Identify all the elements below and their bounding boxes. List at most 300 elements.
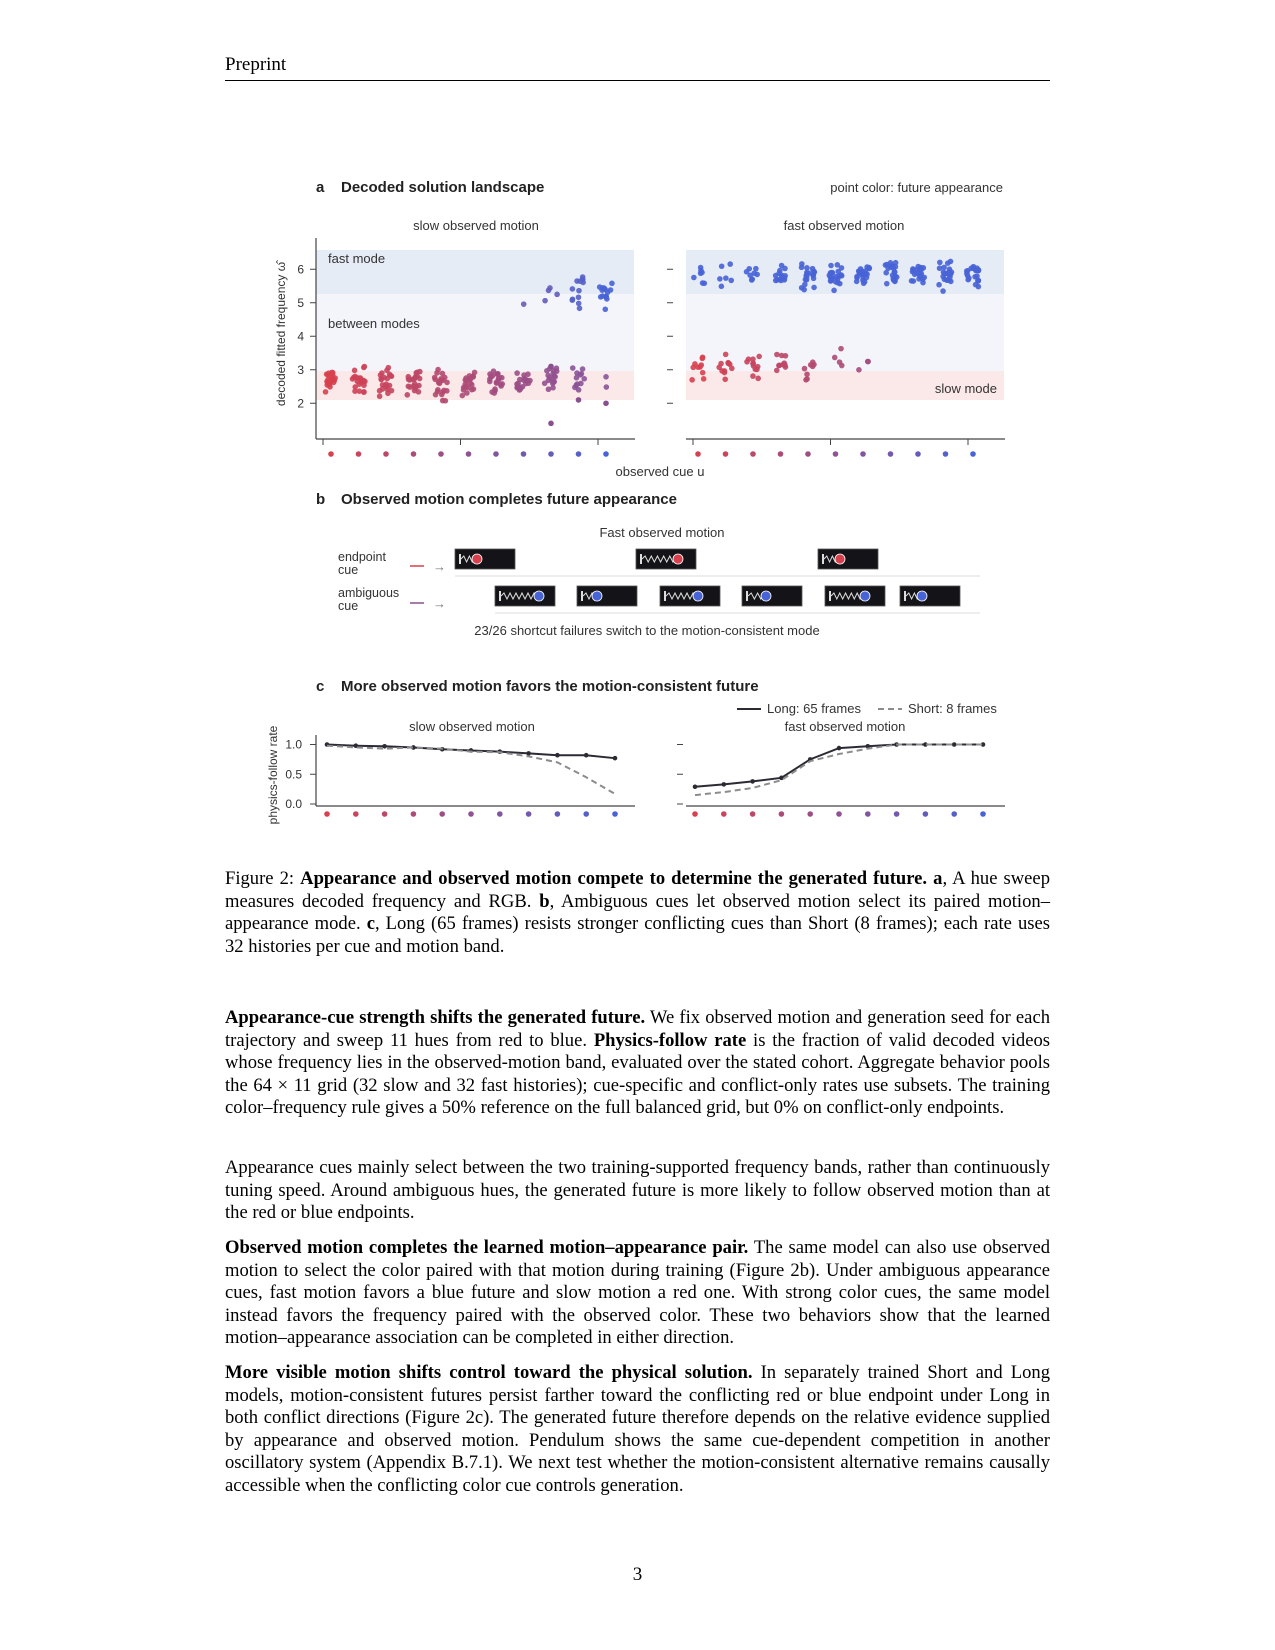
cue-color-dot [497, 811, 503, 817]
scatter-point [689, 377, 695, 383]
panel-a-ytick-label: 2 [297, 396, 304, 411]
cue-color-dot [951, 811, 957, 817]
series-long-point [750, 779, 755, 784]
scatter-point [577, 278, 583, 284]
band-slow-label: slow mode [934, 381, 997, 396]
scatter-point [948, 271, 954, 277]
cue-color-dot [894, 811, 900, 817]
p4-heading: More visible motion shifts control toward the physical solution. [225, 1362, 753, 1383]
scatter-point [727, 261, 733, 267]
frame-ball [534, 591, 544, 601]
scatter-point [404, 392, 410, 398]
cue-color-dot [555, 811, 561, 817]
cue-color-dot [526, 811, 532, 817]
cue-color-dot [382, 811, 388, 817]
frame-ball [860, 591, 870, 601]
scatter-point [856, 269, 862, 275]
cue-color-dot [493, 451, 499, 457]
cue-color-dot [692, 811, 698, 817]
scatter-point [700, 370, 706, 376]
scatter-point [804, 371, 810, 377]
caption-a-text: , A hue sweep measures decoded frequency and RGB. [225, 868, 1050, 912]
cue-color-dot [548, 451, 554, 457]
scatter-point [890, 272, 896, 278]
scatter-point [833, 279, 839, 285]
scatter-point [574, 381, 580, 387]
panel-a-right-title: fast observed motion [783, 218, 905, 233]
cue-color-dot [778, 451, 784, 457]
scatter-point [521, 301, 527, 307]
scatter-point [836, 274, 842, 280]
scatter-point [811, 276, 817, 282]
caption-bold: Appearance and observed motion compete to determine the generated future. [300, 868, 928, 889]
scatter-point [355, 375, 361, 381]
legend-short-label: Short: 8 frames [908, 701, 997, 716]
p3-text: The same model can also use observed motion to select the color paired with that motion during training (Figure 2b). Under ambiguous appearance cues, fast motion favors a blue future and slow motion a red one. With strong color cues, the same model instead favors the frequency paired with the observed color. These two behaviors show that the learned motion–appearance association can be completed in either direction. [225, 1237, 1050, 1349]
scatter-point [944, 277, 950, 283]
scatter-point [810, 266, 816, 272]
motion-frame [636, 549, 696, 569]
scatter-point [362, 364, 368, 370]
scatter-point [407, 384, 413, 390]
cue-color-dot [970, 451, 976, 457]
scatter-point [943, 271, 949, 277]
scatter-point [600, 293, 606, 299]
cue-color-dot [807, 811, 813, 817]
cue-color-dot [411, 811, 417, 817]
scatter-point [691, 275, 697, 281]
frame-wall [904, 591, 906, 601]
panel-a-left-title: slow observed motion [413, 218, 539, 233]
scatter-point [888, 263, 894, 269]
cue-color-dot [438, 451, 444, 457]
scatter-point [406, 374, 412, 380]
panel-a-letter: a [316, 179, 325, 196]
series-long-point [382, 744, 387, 749]
scatter-point [542, 298, 548, 304]
ambiguous-cue-label-1: ambiguous [338, 586, 400, 600]
frame-ball [592, 591, 602, 601]
scatter-point [838, 346, 844, 352]
ambiguous-cue-arrow: → [433, 596, 446, 611]
p1-text-b: is the fraction of valid decoded videos whose frequency lies in the observed-motion band, evaluated over the stated cohort. Aggregate behavior pools the 64 × 11 grid (32 slow and 32 fast histories); cue-specific and conflict-only rates use subsets. The training color–frequency rule gives a 50% reference on the full balanced grid, but 0% on conflict-only endpoints. [225, 1029, 1050, 1119]
series-long-point [722, 782, 727, 787]
scatter-point [433, 392, 439, 398]
cue-color-dot [980, 811, 986, 817]
scatter-point [350, 376, 356, 382]
scatter-point [699, 270, 705, 276]
scatter-point [362, 379, 368, 385]
p1-text-a: We fix observed motion and generation seed for each trajectory and sweep 11 hues from red to blue. [225, 1007, 1050, 1051]
scatter-point [414, 373, 420, 379]
cue-color-dot [943, 451, 949, 457]
band-between-right [686, 294, 1004, 371]
scatter-point [700, 354, 706, 360]
scatter-point [779, 274, 785, 280]
panel-b-subtitle: Fast observed motion [599, 525, 725, 540]
scatter-point [719, 283, 725, 289]
panel-a-title: Decoded solution landscape [341, 179, 545, 196]
scatter-point [702, 280, 708, 286]
panel-a-ytick-label: 6 [297, 262, 304, 277]
series-long-point [555, 753, 560, 758]
scatter-point [723, 352, 729, 358]
scatter-point [828, 270, 834, 276]
panel-b-letter: b [316, 491, 326, 508]
scatter-point [839, 363, 845, 369]
panel-c-title: More observed motion favors the motion-consistent future [341, 678, 759, 695]
cue-color-dot [723, 451, 729, 457]
scatter-point [463, 377, 469, 383]
cue-color-dot [888, 451, 894, 457]
series-long-point [952, 742, 957, 747]
motion-frame [742, 586, 802, 606]
scatter-point [937, 260, 943, 266]
cue-color-dot [923, 811, 929, 817]
frame-wall [664, 591, 666, 601]
cue-color-dot [411, 451, 417, 457]
scatter-point [352, 368, 358, 374]
scatter-point [831, 288, 837, 294]
scatter-point [464, 390, 470, 396]
scatter-point [716, 365, 722, 371]
caption-a-label: a [933, 868, 943, 889]
cue-color-dot [324, 811, 330, 817]
scatter-point [440, 371, 446, 377]
motion-frame [660, 586, 720, 606]
scatter-point [440, 389, 446, 395]
scatter-point [603, 400, 609, 406]
p1-heading: Appearance-cue strength shifts the generated future. [225, 1007, 646, 1028]
cue-color-dot [750, 811, 756, 817]
scatter-point [774, 352, 780, 358]
series-long-point [584, 753, 589, 758]
scatter-point [330, 370, 336, 376]
scatter-point [799, 265, 805, 271]
caption-b-label: b [539, 890, 550, 912]
scatter-point [728, 278, 734, 284]
scatter-point [750, 356, 756, 362]
motion-frame [818, 549, 878, 569]
scatter-point [494, 379, 500, 385]
scatter-point [862, 279, 868, 285]
scatter-point [936, 282, 942, 288]
scatter-point [828, 263, 834, 269]
cue-color-dot [721, 811, 727, 817]
scatter-point [552, 374, 558, 380]
scatter-point [802, 366, 808, 372]
scatter-point [779, 353, 785, 359]
paragraph-1 [225, 1007, 1050, 1120]
scatter-point [884, 281, 890, 287]
figure-caption [225, 868, 1050, 958]
scatter-point [576, 397, 582, 403]
scatter-point [747, 272, 753, 278]
scatter-point [941, 265, 947, 271]
scatter-point [574, 375, 580, 381]
panel-c-ytick-label: 1.0 [285, 737, 302, 752]
band-fast-label: fast mode [328, 251, 386, 266]
scatter-point [920, 280, 926, 286]
scatter-point [548, 421, 554, 427]
panel-a-ytick-label: 3 [297, 362, 304, 377]
frame-wall [499, 591, 501, 601]
paragraph-4 [225, 1362, 1050, 1498]
paragraph-2: Appearance cues mainly select between the two training-supported frequency bands, rather than continuously tuning speed. Around ambiguous hues, the generated future is more likely to follow observed motion than at the red or blue endpoints. [225, 1157, 1050, 1224]
scatter-point [756, 354, 762, 360]
scatter-point [570, 286, 576, 292]
scatter-point [911, 278, 917, 284]
scatter-point [377, 388, 383, 394]
cue-color-dot [860, 451, 866, 457]
scatter-point [799, 285, 805, 291]
scatter-point [570, 296, 576, 302]
scatter-point [965, 273, 971, 279]
scatter-point [701, 376, 707, 382]
frame-ball [917, 591, 927, 601]
caption-c-label: c [366, 913, 375, 934]
frame-wall [829, 591, 831, 601]
scatter-point [722, 370, 728, 376]
scatter-point [755, 376, 761, 382]
scatter-point [750, 373, 756, 379]
scatter-point [864, 264, 870, 270]
cue-color-dot [576, 451, 582, 457]
p3-heading: Observed motion completes the learned motion–appearance pair. [225, 1237, 749, 1258]
panel-a-ylabel: decoded fitted frequency ω̂ [274, 261, 288, 407]
scatter-point [554, 365, 560, 371]
panel-c-left-title: slow observed motion [409, 719, 535, 734]
cue-color-dot [468, 811, 474, 817]
frame-ball [835, 554, 845, 564]
scatter-point [948, 259, 954, 265]
scatter-point [744, 359, 750, 365]
panel-b-title: Observed motion completes future appearance [341, 491, 677, 508]
scatter-point [514, 370, 520, 376]
cue-color-dot [603, 451, 609, 457]
p4-text: In separately trained Short and Long models, motion-consistent futures persist farther toward the conflicting red or blue endpoint under Long in both conflict directions (Figure 2c). The generated future therefore depends on the relative evidence supplied by appearance and observed motion. Pendulum shows the same cue-dependent competition in another oscillatory system (Appendix B.7.1). We next test whether the motion-consistent alternative remains causally accessible when the conflicting color cue controls generation. [225, 1362, 1050, 1496]
frame-wall [822, 554, 824, 564]
cue-color-dot [439, 811, 445, 817]
cue-color-dot [612, 811, 618, 817]
scatter-point [444, 380, 450, 386]
motion-frame [577, 586, 637, 606]
scatter-point [384, 368, 390, 374]
scatter-point [576, 301, 582, 307]
cue-color-dot [383, 451, 389, 457]
frame-ball [472, 554, 482, 564]
scatter-point [325, 372, 331, 378]
caption-lead: Figure 2: [225, 868, 301, 889]
scatter-point [804, 376, 810, 382]
scatter-point [435, 367, 441, 373]
scatter-point [548, 364, 554, 370]
scatter-point [576, 288, 582, 294]
scatter-point [719, 263, 725, 269]
caption-b-text: , Ambiguous cues let observed motion select its paired motion–appearance mode. [225, 890, 1050, 934]
scatter-point [388, 373, 394, 379]
scatter-point [918, 274, 924, 280]
scatter-point [779, 263, 785, 269]
cue-color-dot [521, 451, 527, 457]
scatter-point [746, 266, 752, 272]
scatter-point [698, 362, 704, 368]
caption-c-text: , Long (65 frames) resists stronger conflicting cues than Short (8 frames); each rate uses 32 histories per cue and motion band. [225, 913, 1050, 957]
series-long-point [693, 784, 698, 789]
cue-color-dot [836, 811, 842, 817]
scatter-point [717, 276, 723, 282]
scatter-point [514, 381, 520, 387]
cue-color-dot [466, 451, 472, 457]
frame-ball [693, 591, 703, 601]
panel-a-note: point color: future appearance [830, 180, 1003, 195]
scatter-point [576, 387, 582, 393]
scatter-point [327, 381, 333, 387]
motion-frame [455, 549, 515, 569]
cue-color-dot [805, 451, 811, 457]
scatter-point [542, 380, 548, 386]
running-head: Preprint [225, 54, 287, 75]
scatter-point [437, 378, 443, 384]
scatter-point [580, 366, 586, 372]
band-between-left [316, 294, 634, 371]
scatter-point [725, 360, 731, 366]
cue-color-dot [779, 811, 785, 817]
band-between-label: between modes [328, 316, 420, 331]
scatter-point [811, 285, 817, 291]
endpoint-cue-arrow: → [433, 559, 446, 574]
series-short-line [695, 745, 983, 796]
scatter-point [356, 381, 362, 387]
panel-c-ytick-label: 0.0 [285, 797, 302, 811]
motion-frame [900, 586, 960, 606]
scatter-point [492, 390, 498, 396]
scatter-point [554, 292, 560, 298]
endpoint-cue-label-1: endpoint [338, 550, 386, 564]
cue-color-dot [353, 811, 359, 817]
series-long-point [526, 751, 531, 756]
legend-long-label: Long: 65 frames [767, 701, 861, 716]
scatter-point [544, 368, 550, 374]
scatter-point [723, 275, 729, 281]
series-short-line [327, 746, 615, 794]
motion-frame [825, 586, 885, 606]
frame-wall [746, 591, 748, 601]
scatter-point [603, 374, 609, 380]
panel-a-xlabel: observed cue u [615, 464, 705, 479]
scatter-point [804, 265, 810, 271]
paragraph-3 [225, 1237, 1050, 1350]
scatter-point [910, 269, 916, 275]
scatter-point [577, 305, 583, 311]
scatter-point [524, 377, 530, 383]
scatter-point [774, 368, 780, 374]
scatter-point [546, 386, 552, 392]
cue-color-dot [833, 451, 839, 457]
scatter-point [412, 385, 418, 391]
panel-c-ylabel: physics-follow rate [266, 725, 280, 825]
scatter-point [609, 281, 615, 287]
series-long-point [837, 746, 842, 751]
cue-color-dot [915, 451, 921, 457]
scatter-point [804, 271, 810, 277]
endpoint-cue-label-2: cue [338, 563, 359, 577]
scatter-point [808, 362, 814, 368]
panel-c-ytick-label: 0.5 [285, 767, 302, 782]
scatter-point [753, 266, 759, 272]
scatter-point [495, 371, 501, 377]
scatter-point [856, 367, 862, 373]
panel-a-ytick-label: 5 [297, 295, 304, 310]
page-number: 3 [632, 1564, 643, 1585]
band-fast-right [686, 250, 1004, 294]
scatter-point [722, 376, 728, 382]
scatter-point [832, 355, 838, 361]
panel-c-letter: c [316, 678, 325, 695]
scatter-point [443, 398, 449, 404]
scatter-point [332, 375, 338, 381]
panel-c-right-title: fast observed motion [784, 719, 906, 734]
scatter-point [865, 359, 871, 365]
scatter-point [525, 371, 531, 377]
scatter-point [752, 366, 758, 372]
scatter-point [389, 388, 395, 394]
series-long-point [779, 776, 784, 781]
series-long-point [613, 756, 618, 761]
scatter-point [468, 376, 474, 382]
ambiguous-cue-label-2: cue [338, 599, 359, 613]
frame-wall [640, 554, 642, 564]
cue-color-dot [695, 451, 701, 457]
cue-color-dot [356, 451, 362, 457]
scatter-point [550, 381, 556, 387]
cue-color-dot [328, 451, 334, 457]
frame-wall [459, 554, 461, 564]
frame-ball [673, 554, 683, 564]
scatter-point [973, 268, 979, 274]
scatter-point [546, 288, 552, 294]
motion-frame [495, 586, 555, 606]
scatter-point [323, 389, 329, 395]
scatter-point [835, 262, 841, 268]
panel-a-ytick-label: 4 [297, 329, 304, 344]
frame-wall [581, 591, 583, 601]
frame-ball [761, 591, 771, 601]
scatter-point [602, 306, 608, 312]
scatter-point [604, 384, 610, 390]
scatter-point [940, 288, 946, 294]
scatter-point [692, 361, 698, 367]
p1-bold-term: Physics-follow rate [593, 1029, 747, 1051]
scatter-point [378, 372, 384, 378]
scatter-point [581, 376, 587, 382]
scatter-point [780, 362, 786, 368]
cue-color-dot [583, 811, 589, 817]
series-long-line [695, 745, 983, 787]
panel-b-footer: 23/26 shortcut failures switch to the motion-consistent mode [474, 623, 820, 638]
scatter-point [361, 389, 367, 395]
scatter-point [570, 365, 576, 371]
scatter-point [377, 393, 383, 399]
scatter-point [487, 379, 493, 385]
scatter-point [601, 285, 607, 291]
cue-color-dot [750, 451, 756, 457]
scatter-point [490, 373, 496, 379]
cue-color-dot [865, 811, 871, 817]
scatter-point [973, 282, 979, 288]
scatter-point [432, 375, 438, 381]
scatter-point [974, 273, 980, 279]
